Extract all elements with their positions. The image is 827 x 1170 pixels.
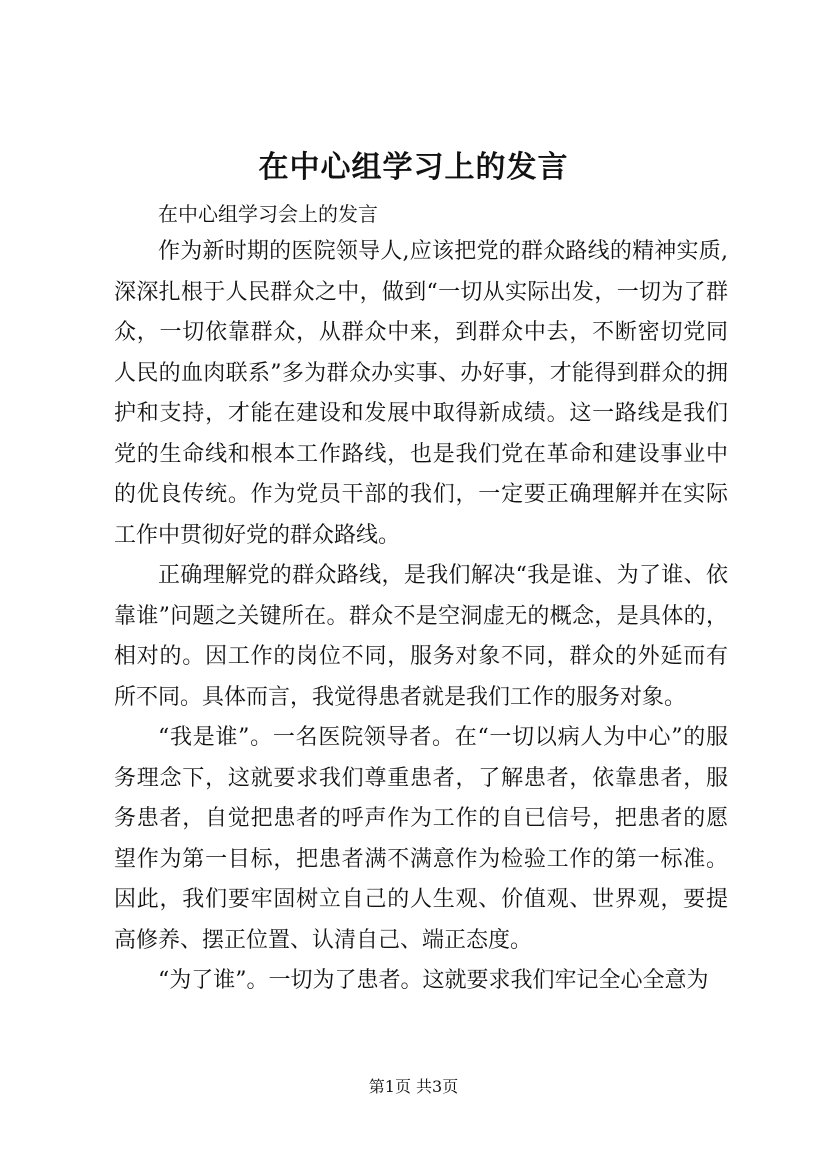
paragraph-4: “为了谁”。一切为了患者。这就要求我们牢记全心全意为 xyxy=(158,968,709,993)
paragraph-1: 作为新时期的医院领导人,应该把党的群众路线的精神实质,深深扎根于人民群众之中，做到“一切从实际出发，一切为了群众，一切依靠群众，从群众中来，到群众中去，不断密切党同人民的血肉联系”多为群众办实事、办好事，才能得到群众的拥护和支持，才能在建设和发展中取得新成绩。这一路线是我们党的生命线和根本工作路线，也是我们党在革命和建设事业中的优良传统。作为党员干部的我们，一定要正确理解并在实际工作中贯彻好党的群众路线。 xyxy=(114,239,728,548)
paragraph-2: 正确理解党的群众路线，是我们解决“我是谁、为了谁、依靠谁”问题之关键所在。群众不是空洞虚无的概念，是具体的，相对的。因工作的岗位不同，服务对象不同，群众的外延而有所不同。具体而言，我觉得患者就是我们工作的服务对象。 xyxy=(114,563,728,710)
paragraph-3: “我是谁”。一名医院领导者。在“一切以病人为中心”的服务理念下，这就要求我们尊重患者，了解患者，依靠患者，服务患者，自觉把患者的呼声作为工作的自已信号，把患者的愿望作为第一目标，把患者满不满意作为检验工作的第一标准。因此，我们要牢固树立自己的人生观、价值观、世界观，要提高修养、摆正位置、认清自己、端正态度。 xyxy=(114,725,728,953)
document-title: 在中心组学习上的发言 xyxy=(258,150,569,185)
document-body xyxy=(114,196,728,1002)
document-subtitle: 在中心组学习会上的发言 xyxy=(158,202,378,226)
page-number-footer: 第1页 共3页 xyxy=(368,1077,459,1096)
